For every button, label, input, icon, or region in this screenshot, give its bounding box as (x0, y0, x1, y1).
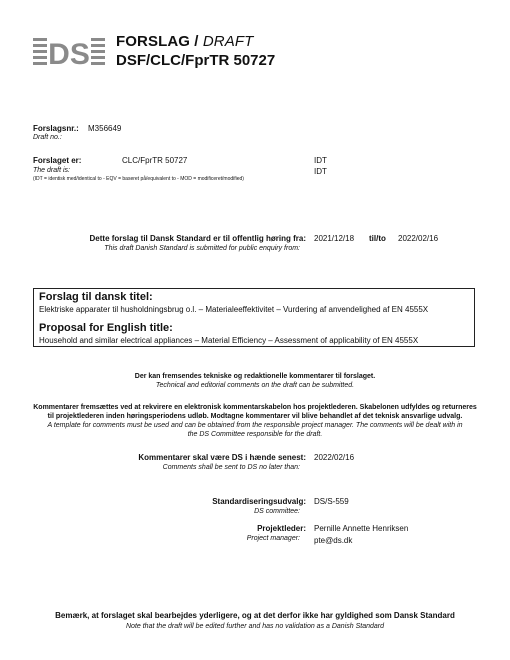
enquiry-to: 2022/02/16 (398, 234, 439, 243)
doc-reference: DSF/CLC/FprTR 50727 (116, 52, 276, 69)
proposal-number-label-en: Draft no.: (33, 134, 62, 141)
draft-is-code: IDT (314, 156, 327, 165)
deadline-value: 2022/02/16 (314, 453, 355, 462)
enquiry-to-label: til/to (369, 234, 386, 243)
title-main: FORSLAG / (116, 33, 199, 50)
enquiry-label: Dette forslag til Dansk Standard er til offentlig høring fra: (89, 234, 306, 243)
project-manager-email[interactable]: pte@ds.dk (314, 536, 353, 545)
english-title: Household and similar electrical appliances – Material Efficiency – Assessment of applicability of EN 4555X (39, 336, 419, 345)
committee-label: Standardiseringsudvalg: (212, 497, 306, 506)
deadline-label-en: Comments shall be sent to DS no later than: (162, 464, 300, 471)
committee-label-en: DS committee: (254, 508, 300, 515)
equivalence-legend: (IDT = identisk med/identical to - EQV = baseret på/equivalent to - MOD = modificeret/modified) (33, 176, 244, 182)
title-draft: DRAFT (202, 33, 254, 50)
english-title-heading: Proposal for English title: (39, 322, 173, 334)
draft-is-value: CLC/FprTR 50727 (122, 156, 188, 165)
draft-is-label: Forslaget er: (33, 156, 82, 165)
footer-note-en: Note that the draft will be edited further and has no validation as a Danish Standard (126, 623, 384, 630)
footer-note: Bemærk, at forslaget skal bearbejdes yderligere, og at det derfor ikke har gyldighed som Dansk Standard (55, 611, 455, 620)
page-title (116, 33, 253, 50)
draft-is-code-2: IDT (314, 167, 327, 176)
project-manager-label-en: Project manager: (246, 535, 300, 542)
comments-procedure-en-2: the DS Committee responsible for the draft. (187, 431, 323, 438)
committee-value: DS/S-559 (314, 497, 349, 506)
comments-procedure-1: Kommentarer fremsættes ved at rekvirere en elektronisk kommentarskabelon hos projektlederen. Skabelonen udfyldes og returneres (33, 404, 477, 411)
danish-title: Elektriske apparater til husholdningsbrug o.l. – Materialeeffektivitet – Vurdering af anvendelighed af EN 4555X (39, 305, 429, 314)
ds-logo (33, 36, 107, 66)
enquiry-from: 2021/12/18 (314, 234, 355, 243)
logo-text: DS (48, 38, 90, 66)
proposal-number-label: Forslagsnr.: (33, 124, 79, 133)
comments-procedure-2: til projektlederen inden høringsperiodens udløb. Modtagne kommentarer vil blive behandlet af det teknisk ansvarlige udvalg. (47, 413, 463, 420)
danish-title-heading: Forslag til dansk titel: (39, 291, 153, 303)
deadline-label: Kommentarer skal være DS i hænde senest: (138, 453, 306, 462)
draft-is-label-en: The draft is: (33, 167, 70, 174)
project-manager-label: Projektleder: (257, 524, 306, 533)
comments-intro: Der kan fremsendes tekniske og redaktionelle kommentarer til forslaget. (134, 373, 376, 380)
project-manager-name: Pernille Annette Henriksen (314, 524, 409, 533)
enquiry-label-en: This draft Danish Standard is submitted for public enquiry from: (104, 245, 300, 252)
comments-intro-en: Technical and editorial comments on the draft can be submitted. (155, 382, 355, 389)
comments-procedure-en-1: A template for comments must be used and can be obtained from the responsible project manager. The comments will be dealt with in (47, 422, 463, 429)
proposal-number-value: M356649 (88, 124, 122, 133)
